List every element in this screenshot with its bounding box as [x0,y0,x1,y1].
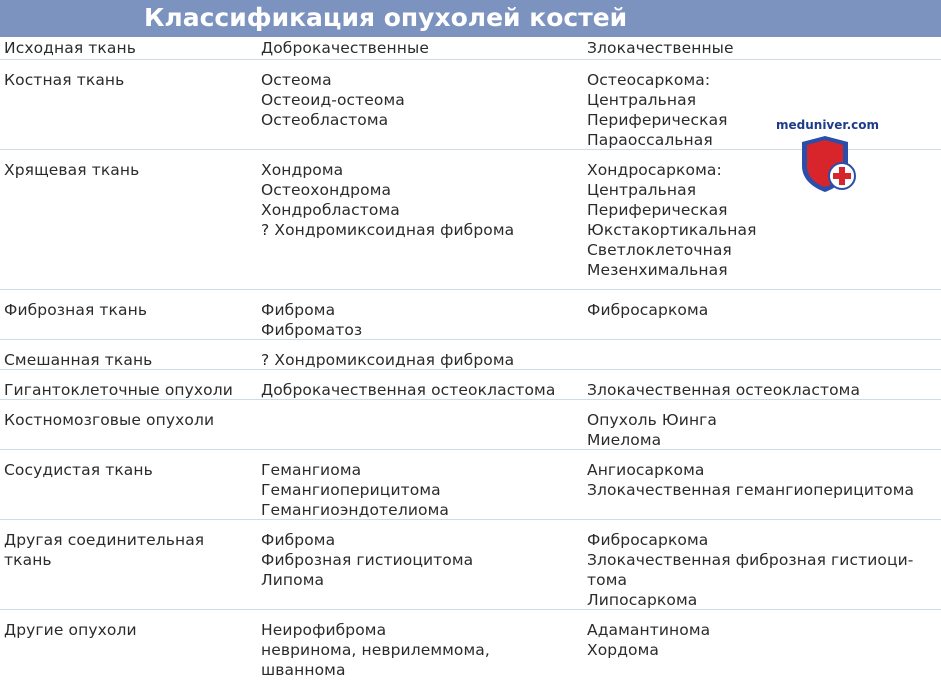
cell-line: Ангиосаркома [587,461,705,479]
cell-malignant [587,530,914,610]
cell-benign [261,300,362,340]
header-tissue: Исходная ткань [4,39,136,57]
cell-line: Хондрома [261,161,344,179]
cell-line: Гемангиома [261,461,362,479]
cell-malignant [587,300,708,320]
cell-line: Центральная [587,181,697,199]
cell-line: Неирофиброма [261,621,387,639]
table-row [0,610,941,678]
cell-line: Остеоид-остеома [261,91,405,109]
cell-line: Хрящевая ткань [4,161,140,179]
cell-line: Костномозговые опухоли [4,411,215,429]
cell-malignant [587,380,860,400]
table-row [0,370,941,400]
cell-benign [261,620,490,680]
cell-line: Гемангиоперицитома [261,481,441,499]
cell-line: тома [587,571,628,589]
cell-line: Фибросаркома [587,531,709,549]
cell-line: Остеома [261,71,332,89]
cell-benign [261,380,555,400]
cell-line: Хондросаркома: [587,161,722,179]
cell-line: Опухоль Юинга [587,411,718,429]
page-title: Классификация опухолей костей [144,3,628,32]
table-header-row [0,37,941,60]
cell-malignant [587,70,728,150]
cell-line: Злокачественная гемангиоперицитома [587,481,915,499]
cell-tissue [4,350,152,370]
cell-line: Фиброматоз [261,321,363,339]
header-malignant: Злокачественные [587,39,734,57]
cell-line: Юкстакортикальная [587,221,757,239]
cell-tissue [4,70,124,90]
cell-tissue [4,380,233,400]
cell-line: Периферическая [587,201,728,219]
cell-benign [261,530,473,590]
cell-line: Остеосаркома: [587,71,711,89]
cell-benign [261,460,449,520]
cell-line: Фибросаркома [587,301,709,319]
cell-benign [261,350,514,370]
cell-tissue [4,300,147,320]
cell-line: Липосаркома [587,591,698,609]
cell-line: ? Хондромиксоидная фиброма [261,221,515,239]
cell-line: Фиброзная гистиоцитома [261,551,474,569]
cell-line: ? Хондромиксоидная фиброма [261,351,515,369]
cell-line: Сосудистая ткань [4,461,153,479]
cell-line: Фиброзная ткань [4,301,148,319]
cell-line: Адамантинома [587,621,711,639]
cell-line: Злокачественная остеокластома [587,381,861,399]
cell-line: Остеохондрома [261,181,392,199]
cell-line: Фиброма [261,301,336,319]
cell-line: Остеобластома [261,111,389,129]
cell-tissue [4,160,139,180]
cell-malignant [587,160,757,280]
cell-tissue [4,620,137,640]
cell-line: Миелома [587,431,662,449]
cell-line: Хордома [587,641,660,659]
cell-line: Доброкачественная остеокластома [261,381,556,399]
cell-line: ткань [4,551,52,569]
cell-line: Хондробластома [261,201,400,219]
table-row [0,450,941,520]
header-benign: Доброкачественные [261,39,429,57]
meduniver-logo [770,118,882,198]
cell-tissue [4,460,153,480]
cell-line: невринома, неврилеммома, [261,641,490,659]
cell-malignant [587,620,710,660]
cell-line: Гемангиоэндотелиома [261,501,449,519]
cell-line: Гигантоклеточные опухоли [4,381,233,399]
cell-line: Периферическая [587,111,728,129]
cell-line: Смешанная ткань [4,351,153,369]
table-row [0,520,941,610]
cell-tissue [4,410,214,430]
cell-line: Костная ткань [4,71,125,89]
table-row [0,400,941,450]
cell-line: Светлоклеточная [587,241,732,259]
table-row [0,290,941,340]
title-bar [0,0,941,37]
cell-line: Фиброма [261,531,336,549]
cell-line: Другие опухоли [4,621,137,639]
cell-benign [261,160,514,240]
cell-line: Центральная [587,91,697,109]
cell-benign [261,70,405,130]
cell-line: шваннома [261,661,346,679]
cell-tissue [4,530,204,570]
shield-cross-icon [798,136,860,194]
cell-line: Липома [261,571,325,589]
cell-line: Другая соединительная [4,531,205,549]
logo-text: meduniver.com [776,118,880,132]
cell-line: Мезенхимальная [587,261,728,279]
table-row [0,340,941,370]
cell-line: Злокачественная фиброзная гистиоци- [587,551,914,569]
cell-malignant [587,460,914,500]
cell-line: Параоссальная [587,131,713,149]
cell-malignant [587,410,717,450]
